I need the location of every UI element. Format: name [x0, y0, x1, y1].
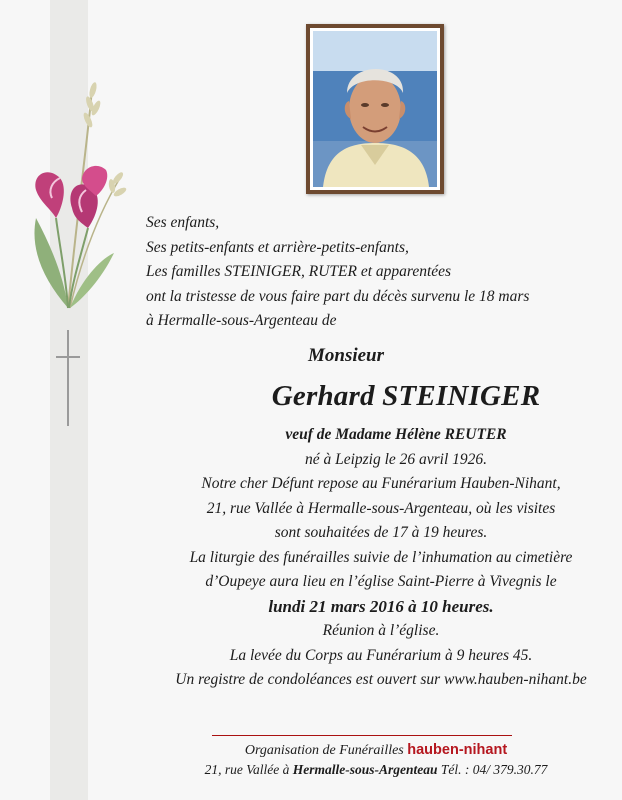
footer-address-prefix: 21, rue Vallée à — [204, 762, 290, 777]
intro-line: Ses petits-enfants et arrière-petits-enfants, — [146, 238, 409, 256]
cross-icon — [54, 330, 82, 426]
detail-line: La liturgie des funérailles suivie de l’inhumation au cimetière — [189, 548, 573, 566]
detail-line: né à Leipzig le 26 avril 1926. — [304, 450, 488, 468]
intro-line: Ses enfants, — [146, 214, 220, 231]
footer-organisation — [146, 742, 606, 759]
footer-address-town: Hermalle-sous-Argenteau — [292, 762, 438, 777]
brand-logo-text: hauben-nihant — [407, 742, 508, 758]
family-announcement — [146, 211, 616, 334]
honorific-title: Monsieur — [307, 345, 385, 366]
intro-line: Les familles STEINIGER, RUTER et apparentées — [146, 263, 452, 280]
detail-line: d’Oupeye aura lieu en l’église Saint-Pierre à Vivegnis le — [205, 573, 557, 590]
detail-line: sont souhaitées de 17 à 19 heures. — [274, 524, 488, 541]
closing-line: La levée du Corps au Funérarium à 9 heures 45. — [229, 646, 533, 664]
closing-line: Réunion à l’église. — [322, 622, 440, 639]
condolence-register-line: Un registre de condoléances est ouvert sur www.hauben-nihant.be — [175, 671, 587, 688]
calla-lily-icon — [22, 78, 142, 318]
intro-line: ont la tristesse de vous faire part du décès survenu le 18 mars — [146, 287, 530, 305]
intro-line: à Hermalle-sous-Argenteau de — [146, 312, 337, 329]
footer-phone: Tél. : 04/ 379.30.77 — [440, 762, 548, 777]
details-block — [146, 423, 616, 693]
portrait-frame — [306, 24, 444, 194]
detail-line: 21, rue Vallée à Hermalle-sous-Argenteau, où les visites — [206, 499, 556, 517]
portrait-photo — [313, 31, 437, 187]
detail-line: Notre cher Défunt repose au Funérarium Hauben-Nihant, — [201, 475, 561, 492]
footer-address — [146, 762, 606, 778]
ceremony-date: lundi 21 mars 2016 à 10 heures. — [268, 596, 494, 616]
footer-org-prefix: Organisation de Funérailles — [244, 743, 404, 758]
deceased-name: Gerhard STEINIGER — [271, 380, 541, 412]
footer-divider — [212, 735, 512, 736]
widower-line: veuf de Madame Hélène REUTER — [285, 426, 507, 443]
